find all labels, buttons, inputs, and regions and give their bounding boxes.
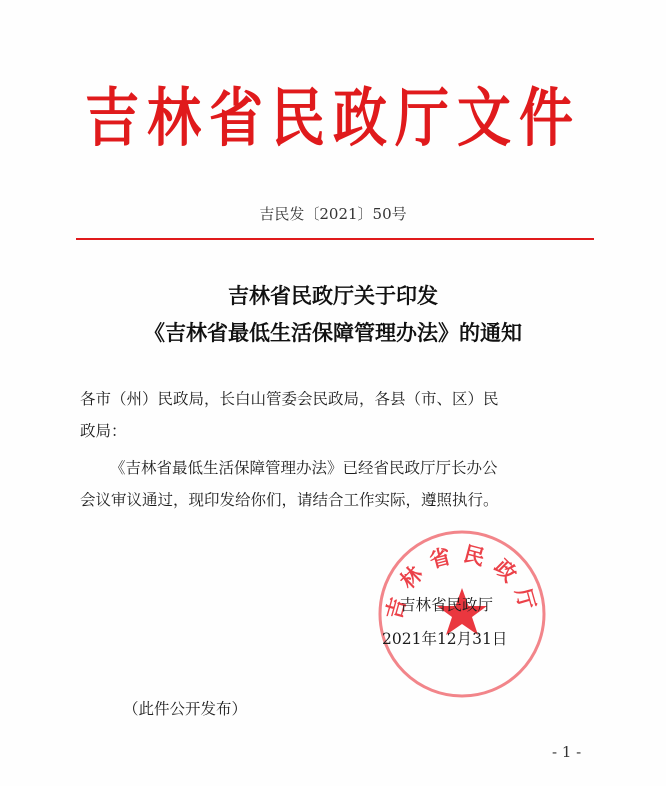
body-paragraph-line2: 会议审议通过，现印发给你们，请结合工作实际，遵照执行。 [80, 491, 499, 509]
document-number: 吉民发〔2021〕50号 [259, 205, 407, 223]
seal-text: 吉林省民政厅 [381, 541, 543, 622]
addressee-line1: 各市（州）民政局，长白山管委会民政局，各县（市、区）民 [80, 390, 499, 408]
notice-title-line1: 吉林省民政厅关于印发 [228, 283, 438, 308]
body-paragraph [80, 452, 592, 516]
publication-note: （此件公开发布） [123, 700, 248, 718]
issue-date: 2021年12月31日 [382, 630, 508, 648]
issuer-name: 吉林省民政厅 [400, 596, 494, 614]
page-number: - 1 - [552, 743, 582, 761]
notice-title-line2: 《吉林省最低生活保障管理办法》的通知 [144, 320, 522, 345]
masthead-title: 吉林省民政厅文件 [85, 80, 581, 156]
addressee [80, 383, 592, 447]
addressee-line2: 政局： [80, 422, 127, 440]
body-paragraph-line1: 《吉林省最低生活保障管理办法》已经省民政厅厅长办公 [110, 459, 498, 477]
red-divider-line [76, 238, 594, 240]
